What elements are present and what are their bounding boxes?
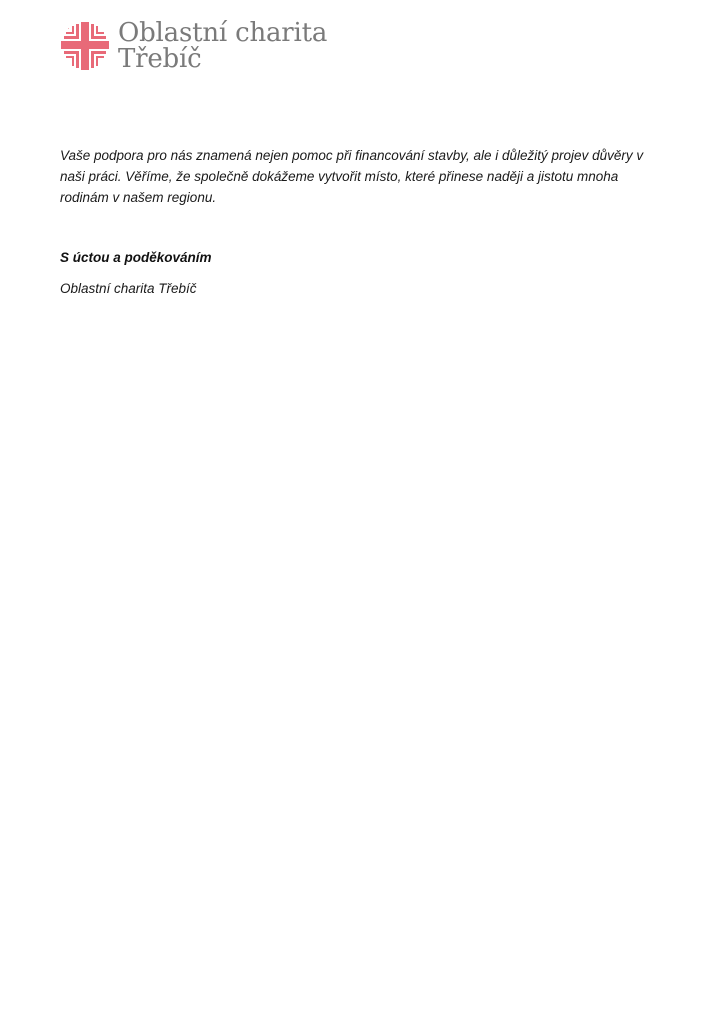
organization-logo bbox=[60, 20, 327, 72]
logo-line-2: Třebíč bbox=[118, 44, 202, 74]
letter-body-paragraph: Vaše podpora pro nás znamená nejen pomoc při financování stavby, ale i důležitý projev důvěry v naši práci. Věříme, že společně dokážeme vytvořit místo, které přinese naději a jistotu mnoha rodinám v našem regionu. bbox=[60, 148, 644, 205]
letter-closing: S úctou a poděkováním bbox=[60, 250, 212, 265]
logo-line-1: Oblastní charita bbox=[118, 18, 328, 48]
caritas-cross-icon bbox=[60, 20, 110, 72]
letter-signature: Oblastní charita Třebíč bbox=[60, 281, 197, 296]
logo-wordmark bbox=[118, 20, 327, 72]
